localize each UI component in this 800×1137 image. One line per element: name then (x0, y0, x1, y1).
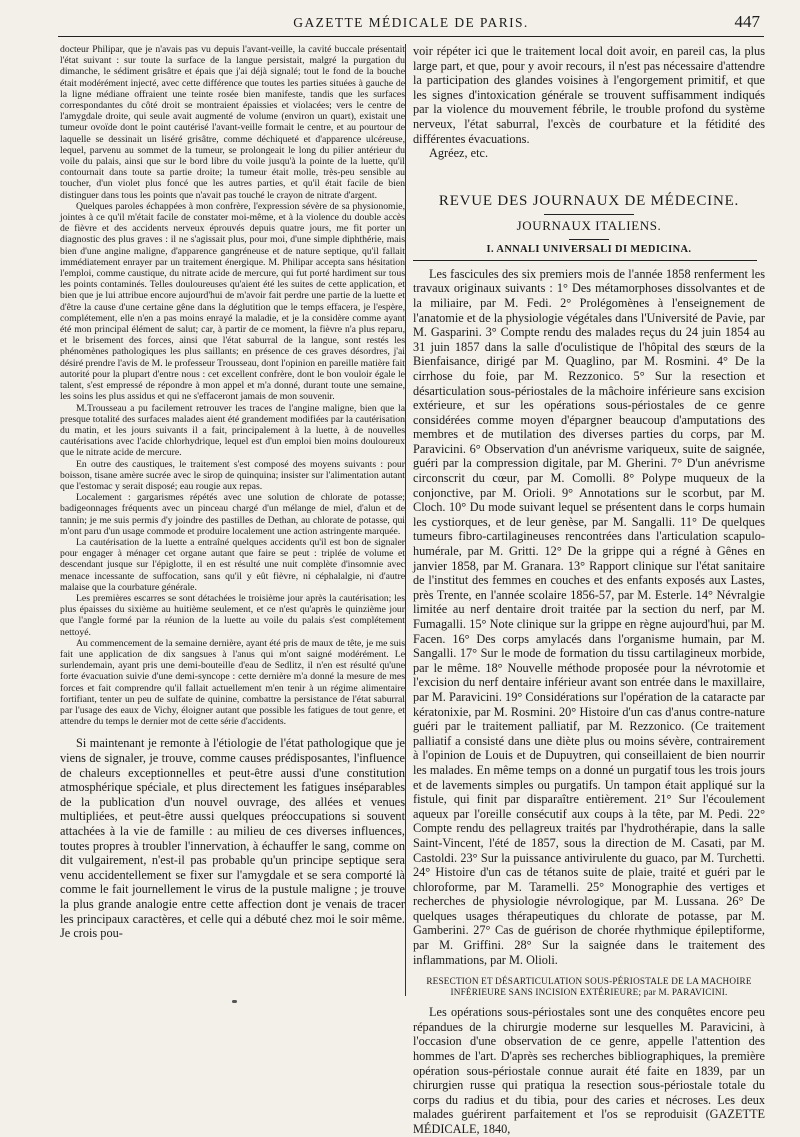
left-paragraph: Au commencement de la semaine dernière, ayant été pris de maux de tête, je me suis fait une application de dix sangsues à l'anus qui m'ont saigné modérément. Le surlendemain, ayant pris une demi-bouteille d'eau de Sedlitz, il n'en est résulté qu'une forte évacuation suivie d'une demi-syncope : cette dernière m'a donné la mesure de mes forces et fait comprendre qu'il fallait actuellement m'en tenir à un régime alimentaire fortifiant, tenter un peu de sulfate de quinine, combattre la persistance de l'état saburral par l'usage des eaux de Vichy, éloigner autant que possible les fatigues de tout genre, et attendre du temps le dernier mot de cette série d'accidents. (60, 637, 405, 728)
column-divider (405, 44, 406, 996)
left-column (60, 44, 405, 1009)
subtitle-divider (569, 239, 609, 240)
article-paragraph: Les opérations sous-périostales sont une des conquêtes encore peu répandues de la chirurgie moderne sur lesquelles M. Paravicini, à l'occasion d'une observation de ce genre, appelle l'attention des hommes de l'art. D'après ses recherches bibliographiques, la première opération sous-périostale connue aurait été faite en 1839, par un chirurgien russe qui pratiqua la resection sous-périostale totale du corps du radius et du tibia, pour des caries et nécroses. Les deux malades guérirent parfaitement et l'os se reproduisit (GAZETTE MÉDICALE, 1840, (413, 1005, 765, 1136)
right-intro-paragraph: voir répéter ici que le traitement local doit avoir, en pareil cas, la plus large part, et que, pour y avoir recours, il n'est pas nécessaire d'attendre la participation des glandes voisines à l'engorgement primitif, et que les signes d'intoxication générale se trouvent suffisamment indiqués par la violence du mouvement fébrile, le trouble profond du système nerveux, l'état saburral, l'excès de courbature et la fétidité des différentes évacuations. (413, 44, 765, 146)
right-column (413, 44, 765, 1136)
journal-title: GAZETTE MÉDICALE DE PARIS. (293, 15, 529, 30)
article-title: RESECTION ET DÉSARTICULATION SOUS-PÉRIOSTALE DE LA MACHOIRE INFÉRIEURE SANS INCISION EXTÉRIEURE; par M. PARAVICINI. (426, 976, 752, 998)
left-closing-paragraph: Si maintenant je remonte à l'étiologie de l'état pathologique que je viens de signaler, je trouve, comme causes prédisposantes, l'influence de chaleurs exceptionnelles et peut-être aussi d'une constitution atmosphérique spéciale, et plus directement les fatigues inséparables de la publication d'un nouvel ouvrage, des allées et venues multipliées, et peut-être aussi quelques préoccupations si souvent attachées à la vie de famille : au milieu de ces diverses influences, toutes propres à troubler l'innervation, à échauffer le sang, comme on dit vulgairement, n'est-il pas probable qu'un principe septique sera venu accidentellement se fixer sur l'amygdale et se sera comporté là comme le fait journellement le virus de la pustule maligne ; je trouve la plus grande analogie entre cette affection dont je venais de tracer les principaux caractères, et celle qui a débuté chez moi le soir même. Je crois pou- (60, 736, 405, 941)
left-paragraph: La cautérisation de la luette a entraîné quelques accidents qu'il est bon de signaler pour engager à ménager cet organe autant que faire se peut : triplée de volume et descendant jusque sur l'épiglotte, il en est résulté une nuit complète d'insomnie avec menace incessante de suffocation, sans qu'il y eût fièvre, ni céphalalgie, ni d'autre malaise que la courbature générale. (60, 536, 405, 593)
subsection-title: I. ANNALI UNIVERSALI DI MEDICINA. (486, 243, 692, 255)
section-subtitle: JOURNAUX ITALIENS. (516, 217, 662, 233)
page-number: 447 (734, 12, 760, 31)
left-paragraph: Quelques paroles échappées à mon confrère, l'expression sévère de sa physionomie, jointes à ce qu'il m'était facile de constater moi-même, et à la violence du double accès de fièvre et des accidents nerveux éprouvés depuis quatre jours, me fit porter un diagnostic des plus graves : il ne s'agissait plus, pour moi, d'une simple diphthérie, mais bien d'une angine maligne, d'apparence gangréneuse et de nature septique, qu'il fallait immédiatement enrayer par un traitement énergique. M. Philipar accepta sans hésitation l'emploi, comme caustique, du nitrate acide de mercure, qui fut porté hardiment sur tous les points contaminés. Telles douloureuses qu'aient été les suites de cette application, et bien que je lui attribue encore aujourd'hui de m'avoir fait perdre une partie de la luette et d'être la cause d'une certaine gêne dans la déglutition que le temps effacera, je l'espère, complétement, elle n'en a pas moins enrayé la maladie, et je la considère comme ayant été mon principal élément de salut; car, à partir de ce moment, la fièvre n'a plus reparu, et le brisement des forces, ainsi que l'état saburral de la langue, sont restés les phénomènes pathologiques les plus saillants; en présence de ces graves désordres, j'ai désiré prendre l'avis de M. le professeur Trousseau, dont l'opinion en pareille matière fait autorité pour la plupart d'entre nous : cet excellent confrère, dont le bon vouloir égale le talent, s'est empressé de répondre à mon appel et m'a donné, durant toute une semaine, les soins les plus assidus et qui ne s'effaceront jamais de mon souvenir. (60, 200, 405, 403)
left-paragraph: Localement : gargarismes répétés avec une solution de chlorate de potasse; badigeonnages fréquents avec un pinceau chargé d'un mélange de miel, d'alun et de tannin; je me suis permis d'y joindre des pastilles de Dethan, au chlorate de potasse, qui m'ont paru d'un usage commode et produire localement une action astringente marquée. (60, 492, 405, 537)
left-paragraph: M.Trousseau a pu facilement retrouver les traces de l'angine maligne, bien que la presque totalité des surfaces malades aient été grandement modifiées par la cautérisation du matin, et les jours suivants il a fait, principalement à la luette, à de nouvelles cautérisations avec l'acide chlorhydrique, lequel est d'un emploi bien moins douloureux que le nitrate acide de mercure. (60, 402, 405, 459)
section-divider (544, 214, 634, 215)
left-paragraph: Les premières escarres se sont détachées le troisième jour après la cautérisation; les plus épaisses du sixième au huitième seulement, et ce n'est qu'après le quinzième jour que l'angle formé par la réunion de la luette au voile du palais s'est complétement nettoyé. (60, 592, 405, 638)
review-paragraph: Les fascicules des six premiers mois de l'année 1858 renferment les travaux originaux suivants : 1° Des métamorphoses dissolvantes et de la miliaire, par M. Fedi. 2° Prolégomènes à l'enseignement de l'anatomie et de la physiologie végétales dans l'Université de Pavie, par M. Gasparini. 3° Compte rendu des malades reçus du 24 juin 1854 au 31 juin 1857 dans la salle d'oculistique de l'hôpital des sœurs de la Bienfaisance, dirigé par M. Quaglino, par M. Rosmini. 4° De la cirrhose du foie, par M. Rezzonico. 5° Sur la resection et désarticulation sous-périostales de la mâchoire inférieure sans excision extérieure, et sur les opérations sous-périostales de ce genre considérées comme moyen d'épargner beaucoup d'amputations des membres et de mutilation des diverses parties du corps, par M. Paravicini. 6° Observation d'un anévrisme variqueux, suite de saignée, guéri par la compression digitale, par M. Gherini. 7° D'un anévrisme circonscrit du cœur, par M. Comolli. 8° Polype muqueux de la conjonctive, par M. Orioli. 9° Annotations sur le scorbut, par M. Cloch. 10° Du mode suivant lequel se présentent dans le corps humain les cystiorques, et de leur genèse, par M. Sangalli. 11° De quelques tumeurs fibro-cartilagineuses rencontrées dans l'articulation scapulo-humérale, par M. Gritti. 12° De la grippe qui a régné à Gênes en janvier 1858, par M. Granara. 13° Rapport clinique sur l'état sanitaire de l'institut des femmes en couches et des enfants exposés aux Lastes, près Trente, en l'année scolaire 1856-57, par M. Esterle. 14° Névralgie limitée au nerf dentaire droit traitée par la section du nerf, par M. Fumagalli. 15° Note clinique sur la grippe en règne aujourd'hui, par M. Facen. 16° Des corps amylacés dans l'organisme humain, par M. Sangalli. 17° Sur le mode de formation du tissu cartilagineux morbide, par le même. 18° Nouvelle méthode proposée pour la névrotomie et l'excision du nerf dentaire inférieur avant son entrée dans le maxillaire, par M. Paravicini. 19° Considérations sur l'opération de la cataracte par kératonixie, par M. Rosmini. 20° Histoire d'un cas d'anus contre-nature guéri par le traitement palliatif, par M. Rezzonico. (Ce traitement palliatif a consisté dans une diète plus ou moins sévère, contrairement à l'opinion de Louis et de Dupuytren, qui conseillaient de bien nourrir les malades. En même temps on a donné un purgatif tous les trois jours et de lavements simples ou purgatifs. Un tampon était appliqué sur la fistule, qui finit par disparaître entièrement. 21° Sur l'écoulement aqueux par l'oreille consécutif aux coups à la tête, par M. Pedi. 22° Compte rendu des pellagreux traités par l'hydrothérapie, dans la salle Saint-Vincent, l'été de 1857, sous la direction de M. Casati, par M. Castoldi. 23° Sur la puissance antivirulente du guaco, par M. Turchetti. 24° Histoire d'un cas de tétanos suite de plaie, traité et guéri par le chloroforme, par M. Taramelli. 25° Monographie des vertiges et recherches de physiologie névrologique, par M. Lussana. 26° De quelques usages thérapeutiques du chlorate de potasse, par M. Gamberini. 27° Cas de guérison de chorée rhythmique épileptiforme, par M. Griffini. 28° Sur la saignée dans le traitement des inflammations, par M. Olioli. (413, 266, 765, 967)
letter-signoff: Agréez, etc. (429, 146, 489, 161)
footer-mark (232, 1000, 237, 1003)
subsection-divider (413, 260, 757, 261)
section-title: REVUE DES JOURNAUX DE MÉDECINE. (438, 192, 740, 209)
left-paragraph: docteur Philipar, que je n'avais pas vu depuis l'avant-veille, la cavité buccale présentait l'état suivant : sur toute la surface de la langue persistait, malgré la purgation du dimanche, le sédiment grisâtre et épais que j'ai déjà signalé; tout le fond de la bouche était modérément injecté, avec cette différence que toutes les parties situées à gauche de la ligne médiane offraient une teinte rosée bien manifeste, tandis que les surfaces correspondantes du côté droit se montraient épaissies et violacées; vers le centre de l'amygdale droite, qui seule avait augmenté de volume (environ un quart), existait une tumeur ovoïde dont le point cautérisé l'avant-veille formait le centre, et au pourtour de laquelle se dessinait un liséré grisâtre, comme déchiqueté et d'apparence ulcéreuse, lequel, parvenu au sommet de la tumeur, se prolongeait le long du pilier antérieur du voile du palais, ainsi que sur le bord libre du voile jusqu'à la pointe de la luette, qu'il contournait dans toute sa partie droite; la tumeur était molle, très-peu sensible au toucher, d'un violet plus foncé que les autres parties, et qu'il était facile de bien distinguer dans tous les points que n'avait pas touché le crayon de nitrate d'argent. (60, 44, 405, 201)
page-header (58, 10, 764, 37)
left-paragraph: En outre des caustiques, le traitement s'est composé des moyens suivants : pour boisson, tisane amère sucrée avec le sirop de quinquina; insister sur l'alimentation autant que l'estomac y serait disposé; eau rougie aux repas. (60, 458, 405, 492)
